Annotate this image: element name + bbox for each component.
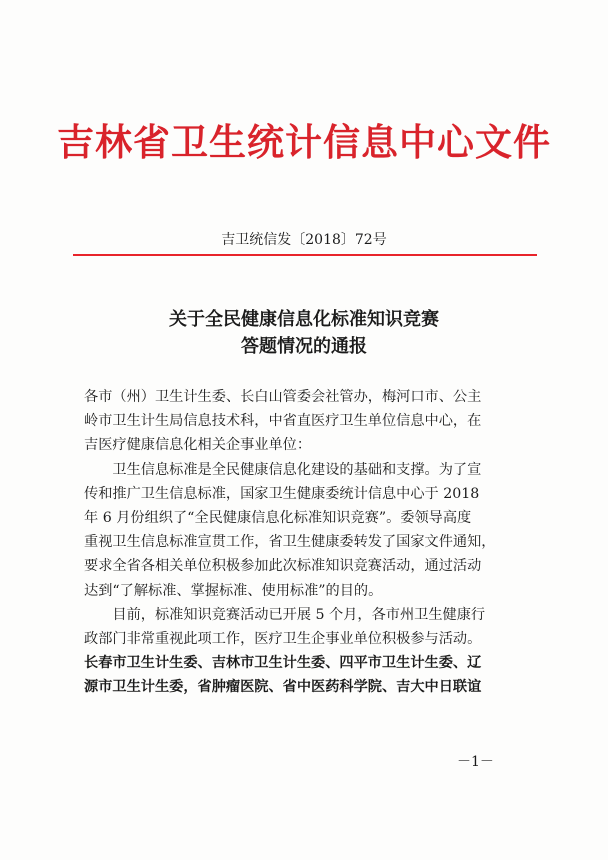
body-line: 重视卫生信息标准宣贯工作，省卫生健康委转发了国家文件通知， <box>84 534 496 551</box>
body-bold-line: 源市卫生计生委，省肿瘤医院、省中医药科学院、吉大中日联谊 <box>84 679 482 696</box>
body-bold-line: 长春市卫生计生委、吉林市卫生计生委、四平市卫生计生委、辽 <box>84 655 482 672</box>
page-number: －1－ <box>457 754 494 770</box>
body-line: 岭市卫生计生局信息技术科，中省直医疗卫生单位信息中心，在 <box>84 413 482 430</box>
document-header-title: 吉林省卫生统计信息中心文件 <box>57 120 551 164</box>
body-line: 政部门非常重视此项工作，医疗卫生企事业单位积极参与活动。 <box>84 630 482 647</box>
body-line: 年 6 月份组织了“全民健康信息化标准知识竞赛”。委领导高度 <box>84 509 472 526</box>
body-line: 要求全省各相关单位积极参加此次标准知识竞赛活动，通过活动 <box>84 558 482 575</box>
body-line: 达到“了解标准、掌握标准、使用标准”的目的。 <box>84 582 383 599</box>
red-header-rule <box>73 254 537 256</box>
body-line: 目前，标准知识竞赛活动已开展 5 个月，各市州卫生健康行 <box>84 606 486 623</box>
document-number: 吉卫统信发〔2018〕72号 <box>221 232 387 248</box>
notice-title <box>0 306 608 360</box>
body-line: 吉医疗健康信息化相关企事业单位： <box>84 437 312 454</box>
notice-body <box>84 385 532 699</box>
body-line: 各市（州）卫生计生委、长白山管委会社管办，梅河口市、公主 <box>84 389 482 405</box>
notice-title-line-1: 关于全民健康信息化标准知识竞赛 <box>169 309 439 330</box>
body-line: 传和推广卫生信息标准，国家卫生健康委统计信息中心于 2018 <box>84 485 480 502</box>
notice-title-line-2: 答题情况的通报 <box>241 336 367 357</box>
body-line: 卫生信息标准是全民健康信息化建设的基础和支撑。为了宣 <box>84 461 482 478</box>
